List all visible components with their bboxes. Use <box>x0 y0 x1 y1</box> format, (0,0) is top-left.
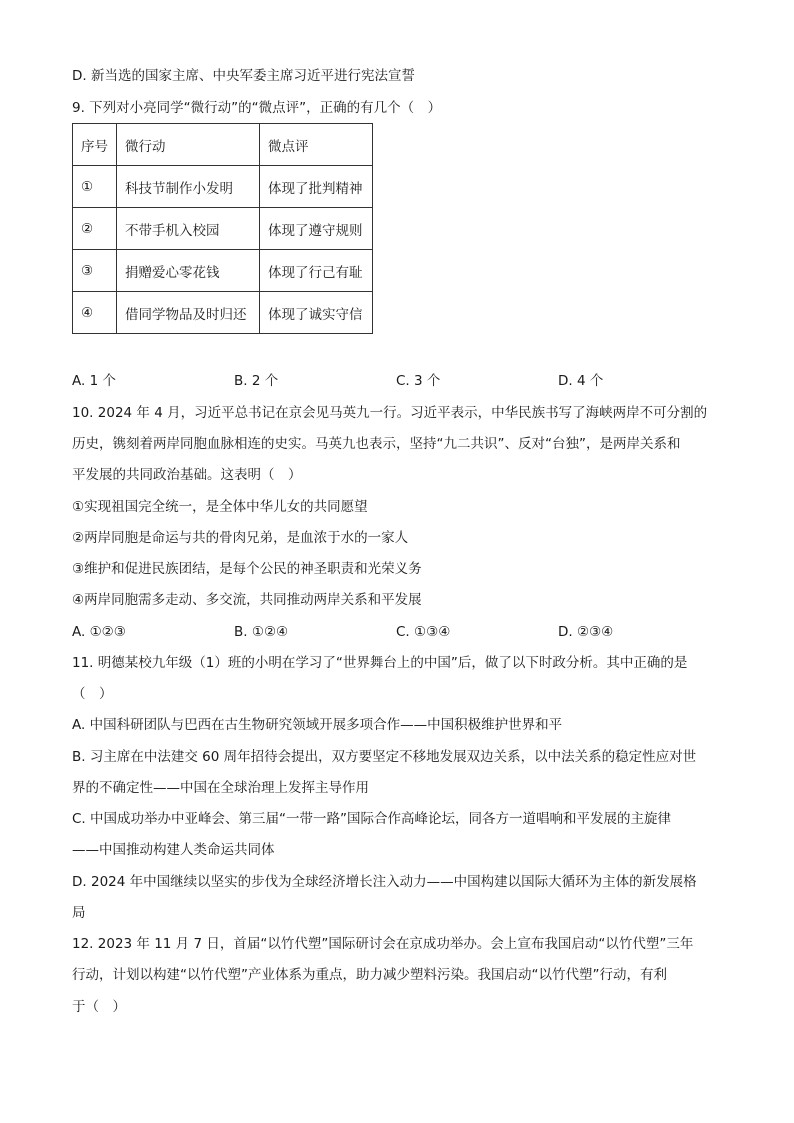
header-cell-action: 微行动 <box>117 124 260 166</box>
q11-line: 11. 明德某校九年级（1）班的小明在学习了“世界舞台上的中国”后，做了以下时政分析。其中正确的是 <box>72 655 688 671</box>
q8-option-d: D. 新当选的国家主席、中央军委主席习近平进行宪法宣誓 <box>72 68 415 84</box>
table-cell: 借同学物品及时归还 <box>117 292 260 334</box>
table-cell: 捐赠爱心零花钱 <box>117 250 260 292</box>
q10-statement: ③维护和促进民族团结，是每个公民的神圣职责和光荣义务 <box>72 561 422 577</box>
table-cell: 体现了行己有耻 <box>260 250 373 292</box>
q10-statement: ②两岸同胞是命运与共的骨肉兄弟，是血浓于水的一家人 <box>72 530 409 546</box>
table-row <box>73 166 373 208</box>
table-cell: 不带手机入校园 <box>117 208 260 250</box>
table-cell: ③ <box>73 250 117 292</box>
table-cell: ① <box>73 166 117 208</box>
q11-line: B. 习主席在中法建交 60 周年招待会提出，双方要坚定不移地发展双边关系，以中法关系的稳定性应对世 <box>72 749 697 765</box>
q11-line: 局 <box>72 905 86 921</box>
q9-stem: 9. 下列对小亮同学“微行动”的“微点评”，正确的有几个（ ） <box>72 100 442 116</box>
q12-line: 12. 2023 年 11 月 7 日，首届“以竹代塑”国际研讨会在京成功举办。会上宣布我国启动“以竹代塑”三年 <box>72 936 694 952</box>
q10-option-b: B. ①②④ <box>234 624 289 640</box>
q10-statement: ①实现祖国完全统一，是全体中华儿女的共同愿望 <box>72 499 368 515</box>
table-header-row <box>73 124 373 166</box>
table-row <box>73 208 373 250</box>
q9-option-a: A. 1 个 <box>72 373 116 389</box>
q11-line: （ ） <box>72 686 113 702</box>
table-cell: 科技节制作小发明 <box>117 166 260 208</box>
q11-line: A. 中国科研团队与巴西在古生物研究领域开展多项合作——中国积极维护世界和平 <box>72 717 563 733</box>
q9-option-d: D. 4 个 <box>558 373 604 389</box>
table-row <box>73 250 373 292</box>
q9-option-b: B. 2 个 <box>234 373 279 389</box>
table-cell: ② <box>73 208 117 250</box>
table-cell: 体现了批判精神 <box>260 166 373 208</box>
q11-line: 界的不确定性——中国在全球治理上发挥主导作用 <box>72 780 369 796</box>
header-cell-number: 序号 <box>73 124 117 166</box>
q9-table <box>72 123 373 334</box>
q10-stem-line: 历史，镌刻着两岸同胞血脉相连的史实。马英九也表示，坚持“九二共识”、反对“台独”，是两岸关系和 <box>72 436 681 452</box>
q10-option-a: A. ①②③ <box>72 624 126 640</box>
q12-line: 行动，计划以构建“以竹代塑”产业体系为重点，助力减少塑料污染。我国启动“以竹代塑”行动，有利 <box>72 967 667 983</box>
q11-line: D. 2024 年中国继续以坚实的步伐为全球经济增长注入动力——中国构建以国际大循环为主体的新发展格 <box>72 874 697 890</box>
q10-statement: ④两岸同胞需多走动、多交流，共同推动两岸关系和平发展 <box>72 592 422 608</box>
table-cell: 体现了诚实守信 <box>260 292 373 334</box>
header-cell-comment: 微点评 <box>260 124 373 166</box>
table-row <box>73 292 373 334</box>
q11-line: ——中国推动构建人类命运共同体 <box>72 842 275 858</box>
q10-option-c: C. ①③④ <box>396 624 451 640</box>
table-cell: ④ <box>73 292 117 334</box>
q9-option-c: C. 3 个 <box>396 373 441 389</box>
table-cell: 体现了遵守规则 <box>260 208 373 250</box>
q10-stem-line: 10. 2024 年 4 月，习近平总书记在京会见马英九一行。习近平表示，中华民族书写了海峡两岸不可分割的 <box>72 405 708 421</box>
q11-line: C. 中国成功举办中亚峰会、第三届“一带一路”国际合作高峰论坛，同各方一道唱响和平发展的主旋律 <box>72 811 671 827</box>
q10-option-d: D. ②③④ <box>558 624 614 640</box>
q12-line: 于（ ） <box>72 999 126 1015</box>
q10-stem-line: 平发展的共同政治基础。这表明（ ） <box>72 467 302 483</box>
